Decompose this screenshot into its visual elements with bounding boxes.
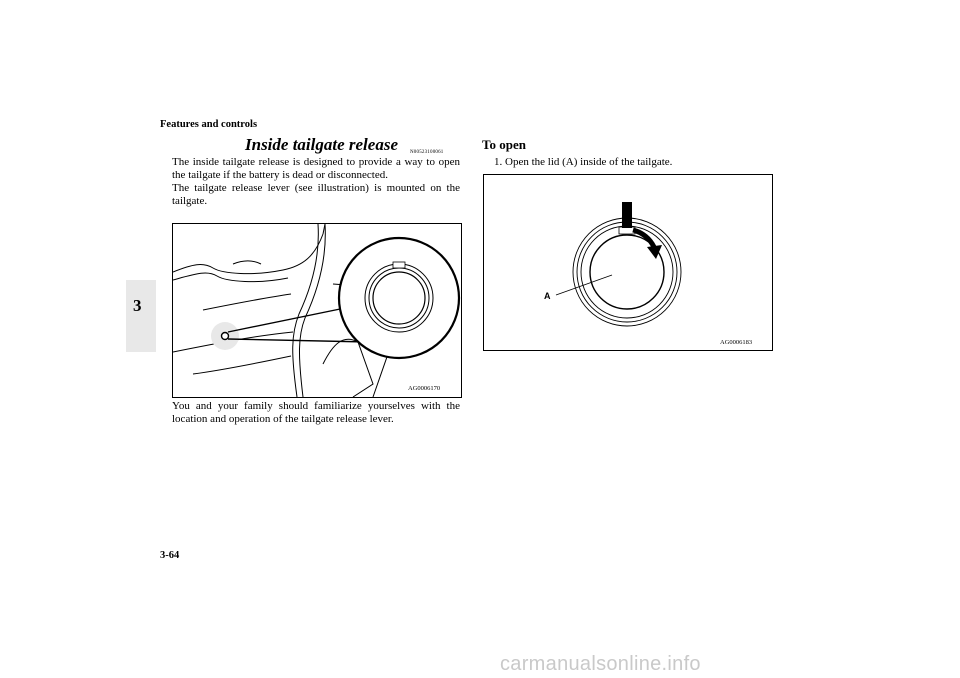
chapter-tab-number: 3 — [133, 296, 142, 315]
lid-callout-label: A — [544, 291, 551, 301]
intro-paragraph: The inside tailgate release is designed to provide a way to open the tailgate if the battery is dead or disconnected. — [172, 156, 460, 181]
section-header: Features and controls — [160, 119, 258, 130]
document-code: N00523100061 — [410, 150, 444, 155]
step-1: 1. Open the lid (A) inside of the tailgate. — [494, 156, 673, 168]
tailgate-interior-drawing — [173, 224, 461, 397]
familiarize-paragraph-line2: location and operation of the tailgate release lever. — [172, 413, 394, 425]
page-title: Inside tailgate release — [245, 135, 398, 154]
page-number: 3-64 — [160, 550, 180, 561]
location-paragraph-line2: tailgate. — [172, 195, 208, 207]
figure-code-1: AG0006170 — [408, 385, 441, 392]
tailgate-release-illustration — [172, 223, 462, 398]
watermark: carmanualsonline.info — [500, 653, 701, 675]
tailgate-lid-illustration — [483, 174, 773, 351]
familiarize-paragraph-line1: You and your family should familiarize yourselves with the — [172, 400, 460, 412]
section-heading-to-open: To open — [482, 137, 526, 152]
lid-drawing — [484, 175, 772, 350]
location-paragraph-line1: The tailgate release lever (see illustration) is mounted on the — [172, 182, 460, 194]
figure-code-2: AG0006183 — [720, 339, 753, 346]
chapter-tab — [126, 280, 156, 352]
